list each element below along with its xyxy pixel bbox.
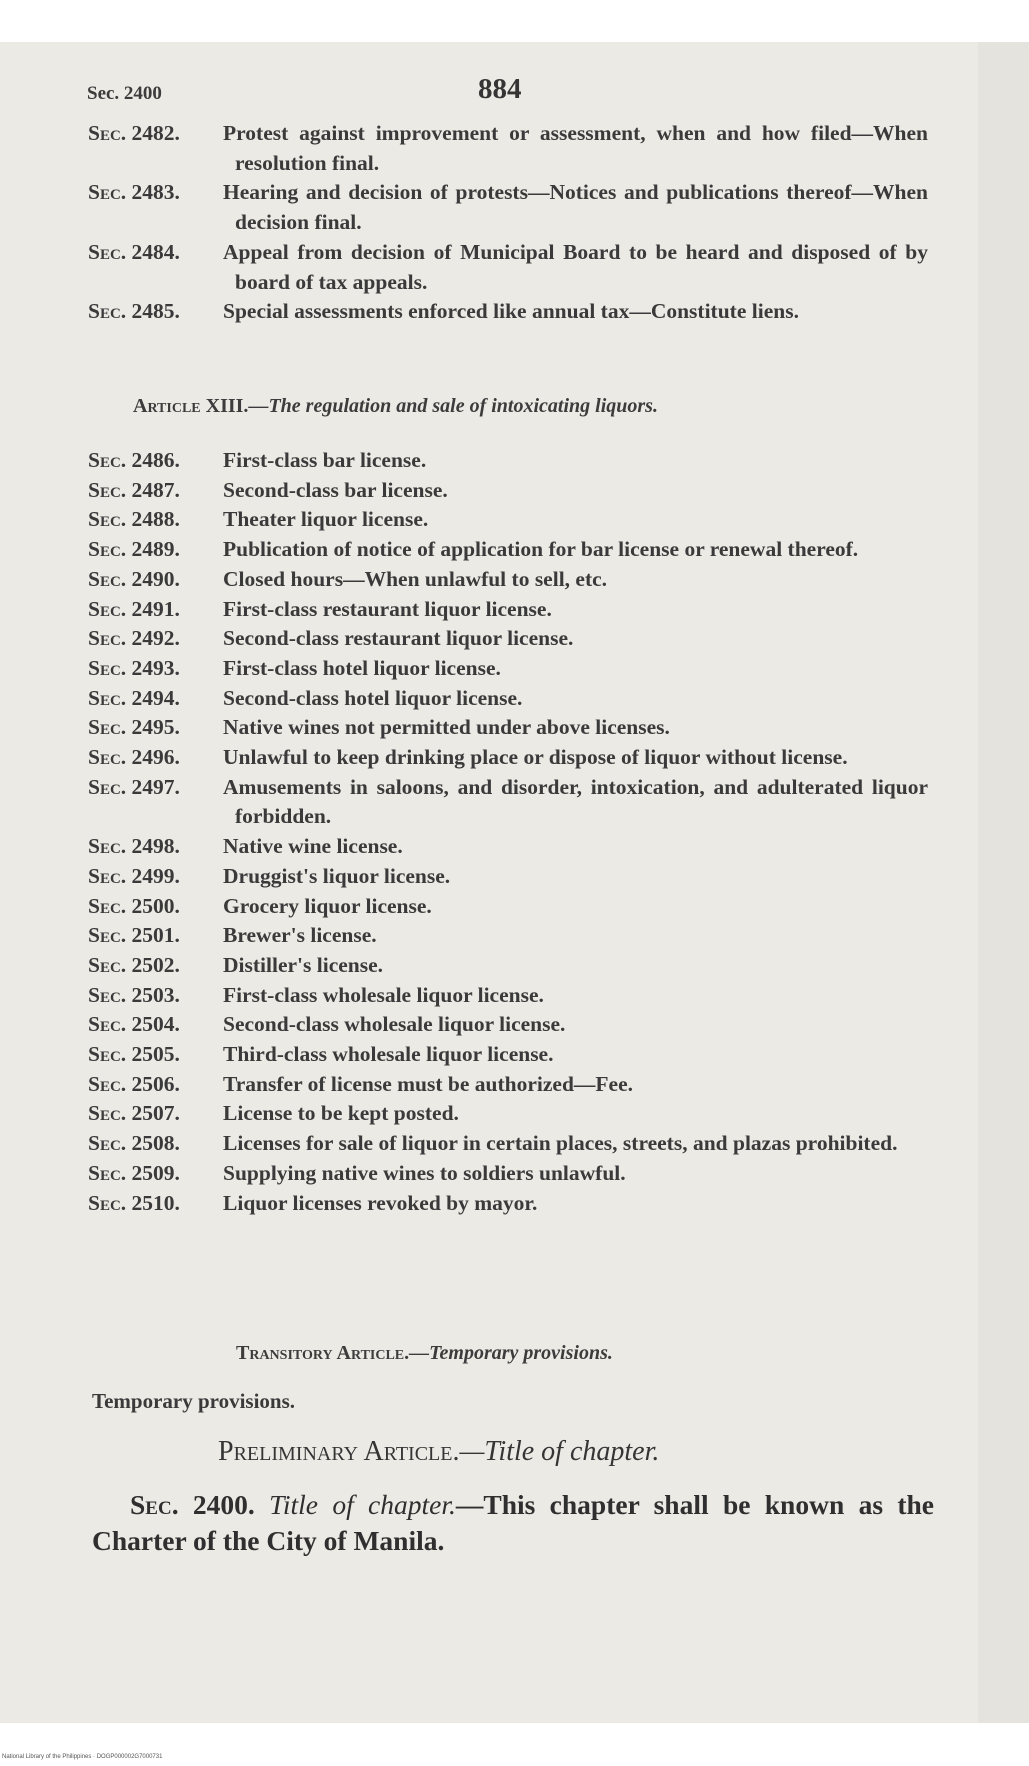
toc-entry-section-number (88, 713, 180, 743)
toc-entry (88, 713, 928, 743)
toc-entry (88, 1010, 928, 1040)
toc-entry-title: Second-class restaurant liquor license. (223, 626, 574, 651)
section-abbrev: Sec. (88, 507, 127, 532)
section-number: 2502. (131, 952, 180, 977)
section-abbrev: Sec. (88, 239, 127, 264)
section-number: 2494. (131, 685, 180, 710)
section-abbrev: Sec. (88, 1042, 127, 1067)
toc-entry-title: Grocery liquor license. (223, 893, 432, 918)
toc-entry-title: License to be kept posted. (223, 1101, 459, 1126)
toc-entry-title: First-class bar license. (223, 448, 427, 472)
section-number: 2509. (131, 1160, 180, 1185)
toc-entry-title: Publication of notice of application for bar license or renewal thereof. (223, 537, 859, 562)
toc-entry (88, 178, 928, 237)
section-abbrev: Sec. (88, 1101, 127, 1126)
section-number: 2485. (131, 299, 180, 324)
section-abbrev: Sec. (88, 596, 127, 621)
section-abbrev: Sec. (88, 1131, 127, 1156)
preliminary-label: Preliminary Article. (218, 1436, 460, 1467)
toc-entry (88, 684, 928, 714)
section-abbrev: Sec. (88, 1012, 127, 1037)
section-abbrev: Sec. (88, 1160, 127, 1185)
toc-entry (88, 1070, 928, 1100)
section-abbrev: Sec. (88, 537, 127, 562)
section-2400-title: Title of chapter. (269, 1489, 456, 1520)
section-number: 2493. (131, 655, 180, 680)
toc-entry-section-number (88, 178, 180, 208)
toc-entry (88, 624, 928, 654)
toc-block-liquors (88, 446, 928, 1218)
section-abbrev: Sec. (88, 1190, 127, 1215)
section-number: 2496. (131, 745, 180, 770)
toc-entry-section-number (88, 1129, 180, 1159)
toc-entry-title: Second-class wholesale liquor license. (223, 1012, 566, 1037)
toc-entry-section-number (88, 1040, 180, 1070)
section-number: 2484. (131, 239, 180, 264)
toc-entry-section-number (88, 297, 180, 327)
toc-entry (88, 1129, 928, 1159)
section-number: 2482. (131, 121, 180, 145)
temporary-provisions-line: Temporary provisions. (92, 1389, 296, 1413)
section-number: 2492. (131, 626, 180, 651)
toc-entry (88, 654, 928, 684)
toc-entry (88, 892, 928, 922)
toc-entry-section-number (88, 1099, 180, 1129)
transitory-title: —Temporary provisions. (409, 1342, 613, 1364)
section-number: 2499. (131, 863, 180, 888)
toc-entry-section-number (88, 654, 180, 684)
toc-entry-section-number (88, 595, 180, 625)
toc-entry (88, 743, 928, 773)
toc-entry-title: Brewer's license. (223, 923, 377, 948)
section-number: 2508. (131, 1131, 180, 1156)
section-number: 2490. (131, 566, 180, 591)
toc-entry-title: Closed hours—When unlawful to sell, etc. (223, 566, 608, 591)
toc-entry-title: First-class hotel liquor license. (223, 655, 501, 680)
toc-entry-title: Appeal from decision of Municipal Board to be heard and disposed of by board of tax appeals. (223, 239, 928, 294)
section-number: 2503. (131, 982, 180, 1007)
archive-footer: National Library of the Philippines · DOGP000002G7000731 (2, 1754, 163, 1760)
section-abbrev: Sec. (88, 448, 127, 472)
toc-entry (88, 297, 928, 327)
section-number: 2504. (131, 1012, 180, 1037)
section-abbrev: Sec. (88, 774, 127, 799)
toc-entry-title: Second-class bar license. (223, 477, 448, 502)
section-number: 2505. (131, 1042, 180, 1067)
section-number: 2500. (131, 893, 180, 918)
section-number: 2486. (131, 448, 180, 472)
toc-entry-title: Distiller's license. (223, 952, 384, 977)
page-number: 884 (478, 73, 522, 105)
toc-entry-title: Licenses for sale of liquor in certain places, streets, and plazas prohibited. (223, 1131, 898, 1156)
section-abbrev: Sec. (88, 863, 127, 888)
section-abbrev: Sec. (88, 477, 127, 502)
toc-entry-title: Protest against improvement or assessment, when and how filed—When resolution final. (223, 121, 928, 175)
section-abbrev: Sec. (88, 299, 127, 324)
section-number: 2491. (131, 596, 180, 621)
toc-entry-section-number (88, 505, 180, 535)
section-abbrev: Sec. (88, 923, 127, 948)
preliminary-article-heading (218, 1436, 659, 1468)
toc-entry-title: Transfer of license must be authorized—Fee. (223, 1071, 634, 1096)
section-number: 2501. (131, 923, 180, 948)
toc-entry (88, 505, 928, 535)
toc-entry-section-number (88, 684, 180, 714)
toc-entry (88, 951, 928, 981)
toc-entry-title: Unlawful to keep drinking place or dispose of liquor without license. (223, 745, 848, 770)
section-abbrev: Sec. (88, 566, 127, 591)
toc-entry-section-number (88, 1159, 180, 1189)
transitory-article-heading (236, 1342, 613, 1365)
toc-entry-section-number (88, 535, 180, 565)
toc-entry (88, 595, 928, 625)
section-abbrev: Sec. (88, 655, 127, 680)
toc-entry-title: First-class restaurant liquor license. (223, 596, 552, 621)
toc-entry (88, 1040, 928, 1070)
section-abbrev: Sec. (88, 952, 127, 977)
toc-entry-section-number (88, 951, 180, 981)
toc-entry (88, 238, 928, 297)
toc-entry-section-number (88, 862, 180, 892)
toc-entry (88, 773, 928, 832)
toc-entry-section-number (88, 892, 180, 922)
toc-entry-section-number (88, 981, 180, 1011)
section-2400-paragraph (92, 1487, 934, 1559)
section-abbrev: Sec. (88, 834, 127, 859)
section-number: 2489. (131, 537, 180, 562)
running-head-section: Sec. 2400 (87, 83, 162, 104)
section-number: 2487. (131, 477, 180, 502)
section-abbrev: Sec. (88, 745, 127, 770)
section-number: 2506. (131, 1071, 180, 1096)
section-abbrev: Sec. (88, 1071, 127, 1096)
section-abbrev: Sec. (88, 626, 127, 651)
section-2400-text: —This chapter shall be known as the Charter of the City of Manila. (92, 1489, 934, 1556)
toc-entry-title: Supplying native wines to soldiers unlawful. (223, 1160, 626, 1185)
toc-entry (88, 1189, 928, 1219)
toc-entry-title: Hearing and decision of protests—Notices and publications thereof—When decision final. (223, 180, 928, 235)
toc-entry (88, 446, 928, 476)
toc-entry-section-number (88, 1070, 180, 1100)
toc-entry (88, 862, 928, 892)
toc-entry-title: Druggist's liquor license. (223, 863, 451, 888)
section-number: 2495. (131, 715, 180, 740)
toc-entry-title: First-class wholesale liquor license. (223, 982, 544, 1007)
toc-entry-title: Native wines not permitted under above licenses. (223, 715, 670, 740)
toc-entry-section-number (88, 238, 180, 268)
toc-entry (88, 832, 928, 862)
section-abbrev: Sec. (88, 715, 127, 740)
toc-entry-title: Special assessments enforced like annual tax—Constitute liens. (223, 299, 799, 324)
section-abbrev: Sec. (88, 893, 127, 918)
toc-entry (88, 119, 928, 178)
toc-entry-section-number (88, 1010, 180, 1040)
section-abbrev: Sec. (88, 121, 127, 145)
section-abbrev: Sec. (88, 982, 127, 1007)
section-number: 2510. (131, 1190, 180, 1215)
section-number: 2497. (131, 774, 180, 799)
toc-entry-section-number (88, 119, 180, 149)
toc-entry (88, 535, 928, 565)
toc-entry-title: Second-class hotel liquor license. (223, 685, 523, 710)
toc-entry (88, 1099, 928, 1129)
toc-entry-section-number (88, 921, 180, 951)
toc-entry (88, 981, 928, 1011)
article-xiii-heading (133, 395, 658, 418)
transitory-label: Transitory Article. (236, 1342, 410, 1364)
article-xiii-title: —The regulation and sale of intoxicating liquors. (248, 395, 658, 417)
toc-block-assessments (88, 119, 928, 327)
section-2400-label: Sec. 2400. (130, 1489, 255, 1520)
toc-entry-section-number (88, 565, 180, 595)
section-number: 2498. (131, 834, 180, 859)
section-number: 2507. (131, 1101, 180, 1126)
toc-entry-section-number (88, 476, 180, 506)
toc-entry (88, 1159, 928, 1189)
section-abbrev: Sec. (88, 685, 127, 710)
toc-entry-section-number (88, 624, 180, 654)
toc-entry-section-number (88, 773, 180, 803)
section-number: 2488. (131, 507, 180, 532)
toc-entry-title: Third-class wholesale liquor license. (223, 1042, 554, 1067)
toc-entry-title: Amusements in saloons, and disorder, intoxication, and adulterated liquor forbidden. (223, 774, 928, 829)
toc-entry-section-number (88, 446, 180, 476)
section-number: 2483. (131, 180, 180, 205)
toc-entry (88, 476, 928, 506)
toc-entry-title: Theater liquor license. (223, 507, 429, 532)
toc-entry-section-number (88, 832, 180, 862)
toc-entry-title: Native wine license. (223, 834, 403, 859)
toc-entry-section-number (88, 743, 180, 773)
toc-entry-section-number (88, 1189, 180, 1219)
toc-entry (88, 921, 928, 951)
toc-entry (88, 565, 928, 595)
section-abbrev: Sec. (88, 180, 127, 205)
article-xiii-label: Article XIII. (133, 395, 249, 417)
preliminary-title: —Title of chapter. (459, 1436, 660, 1467)
toc-entry-title: Liquor licenses revoked by mayor. (223, 1190, 538, 1215)
